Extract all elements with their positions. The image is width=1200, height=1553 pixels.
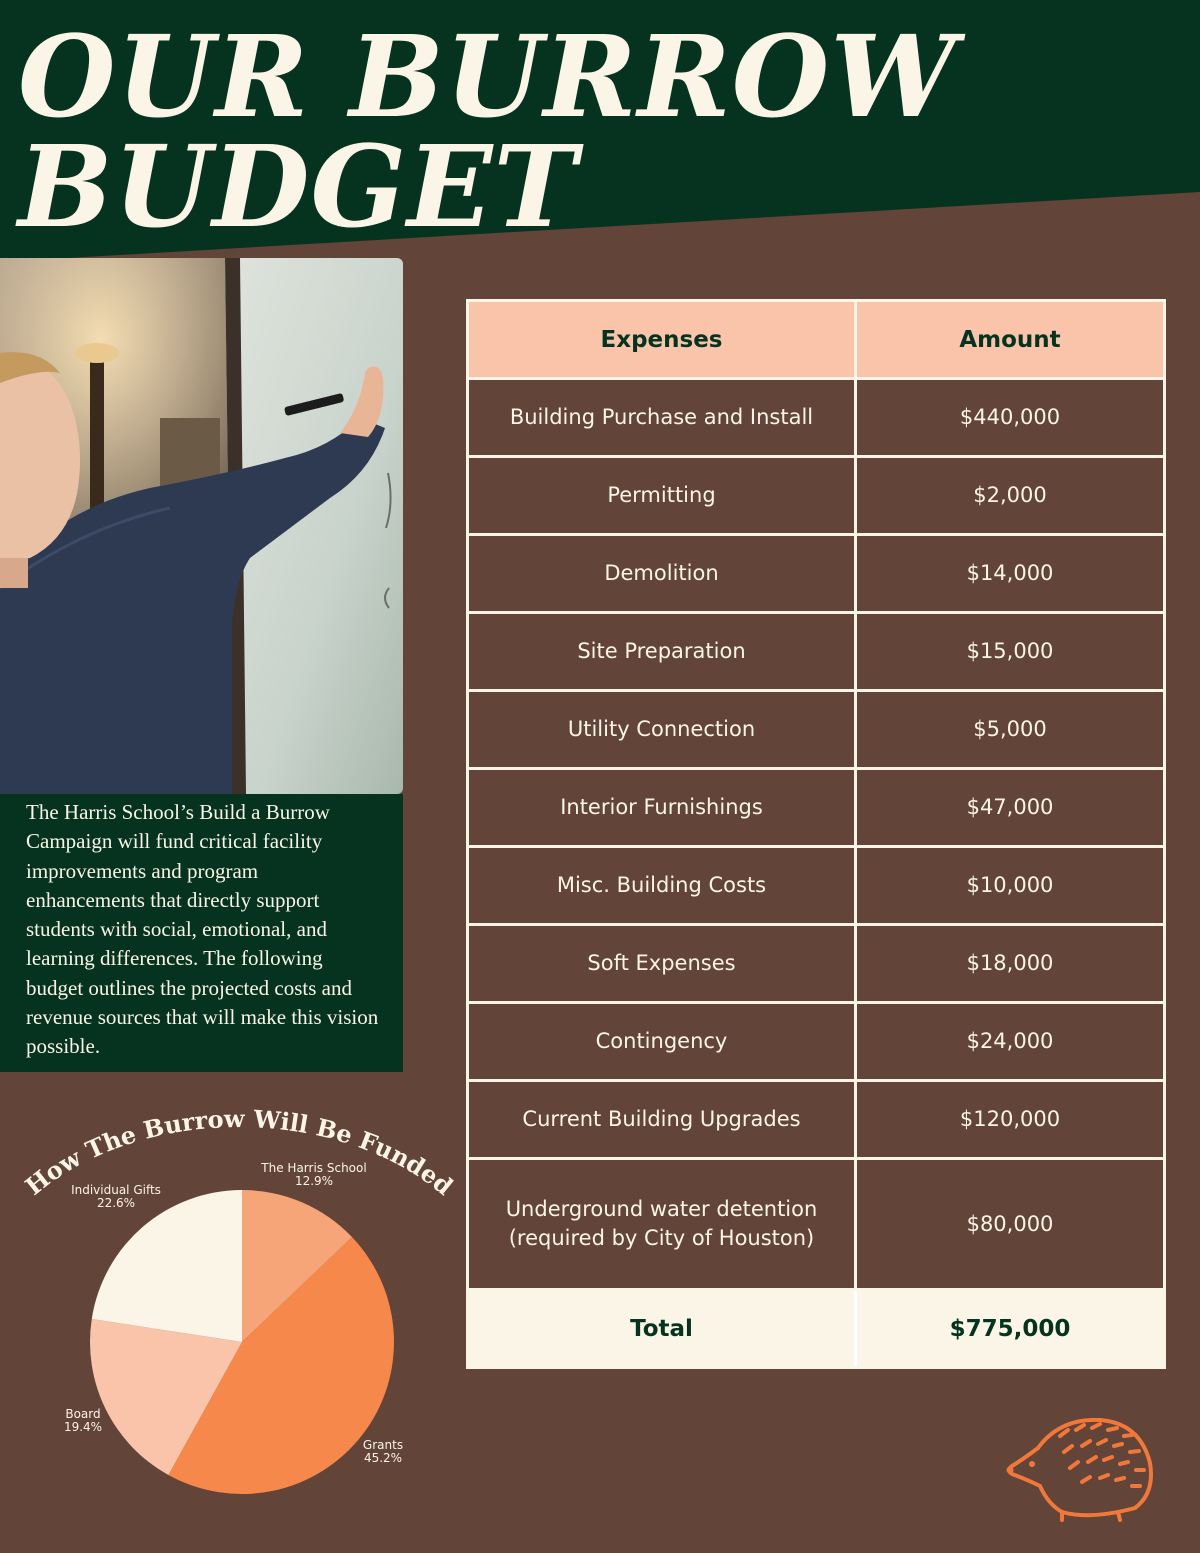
hedgehog-icon — [1000, 1408, 1160, 1528]
amount-cell: $47,000 — [856, 769, 1165, 847]
page-title-line-1: OUR BURROW — [18, 12, 958, 143]
table-row — [468, 769, 1165, 847]
pie-slice-individual-gifts — [92, 1190, 242, 1342]
table-row — [468, 457, 1165, 535]
pie-value-label: 45.2% — [363, 1451, 403, 1465]
table-header-row — [468, 301, 1165, 379]
intro-panel — [0, 794, 403, 1072]
total-label: Total — [468, 1290, 856, 1368]
expense-cell: Soft Expenses — [468, 925, 856, 1003]
table-row — [468, 613, 1165, 691]
pie-value-label: 22.6% — [96, 1196, 136, 1210]
table-row — [468, 925, 1165, 1003]
amount-cell: $5,000 — [856, 691, 1165, 769]
budget-table — [466, 299, 1166, 1369]
pie-value-label: 19.4% — [63, 1420, 103, 1434]
pie-label: Board — [65, 1407, 101, 1421]
table-row — [468, 1081, 1165, 1159]
amount-cell: $120,000 — [856, 1081, 1165, 1159]
table-row — [468, 847, 1165, 925]
amount-cell: $14,000 — [856, 535, 1165, 613]
expense-cell: Building Purchase and Install — [468, 379, 856, 457]
expense-cell: Misc. Building Costs — [468, 847, 856, 925]
page-title-line-2: BUDGET — [18, 122, 578, 253]
table-row — [468, 535, 1165, 613]
table-row — [468, 379, 1165, 457]
amount-cell: $80,000 — [856, 1159, 1165, 1290]
table-row — [468, 1003, 1165, 1081]
expense-cell: Utility Connection — [468, 691, 856, 769]
header-expenses: Expenses — [468, 301, 856, 379]
amount-cell: $18,000 — [856, 925, 1165, 1003]
total-row — [468, 1290, 1165, 1368]
amount-cell: $24,000 — [856, 1003, 1165, 1081]
intro-text: The Harris School’s Build a Burrow Campaign will fund critical facility improvements and program enhancements that directly support students with social, emotional, and learning differences. The following budget outlines the projected costs and revenue sources that will make this vision possible. — [26, 800, 379, 1059]
total-amount: $775,000 — [856, 1290, 1165, 1368]
amount-cell: $2,000 — [856, 457, 1165, 535]
amount-cell: $15,000 — [856, 613, 1165, 691]
expense-cell: Site Preparation — [468, 613, 856, 691]
chart-title-text: How The Burrow Will Be Funded — [19, 1103, 459, 1201]
expense-cell: Permitting — [468, 457, 856, 535]
student-photo — [0, 258, 403, 794]
expense-cell: Demolition — [468, 535, 856, 613]
header-amount: Amount — [856, 301, 1165, 379]
table-row — [468, 1159, 1165, 1290]
table-row — [468, 691, 1165, 769]
amount-cell: $10,000 — [856, 847, 1165, 925]
pie-value-label: 12.9% — [294, 1174, 334, 1188]
expense-cell: Current Building Upgrades — [468, 1081, 856, 1159]
pie-label: The Harris School — [261, 1161, 367, 1175]
expense-cell: Interior Furnishings — [468, 769, 856, 847]
funding-pie-chart — [0, 1150, 470, 1520]
pie-label: Grants — [362, 1438, 404, 1452]
expense-cell: Underground water detention (required by City of Houston) — [468, 1159, 856, 1290]
expense-cell: Contingency — [468, 1003, 856, 1081]
pie-label: Individual Gifts — [71, 1183, 161, 1197]
amount-cell: $440,000 — [856, 379, 1165, 457]
